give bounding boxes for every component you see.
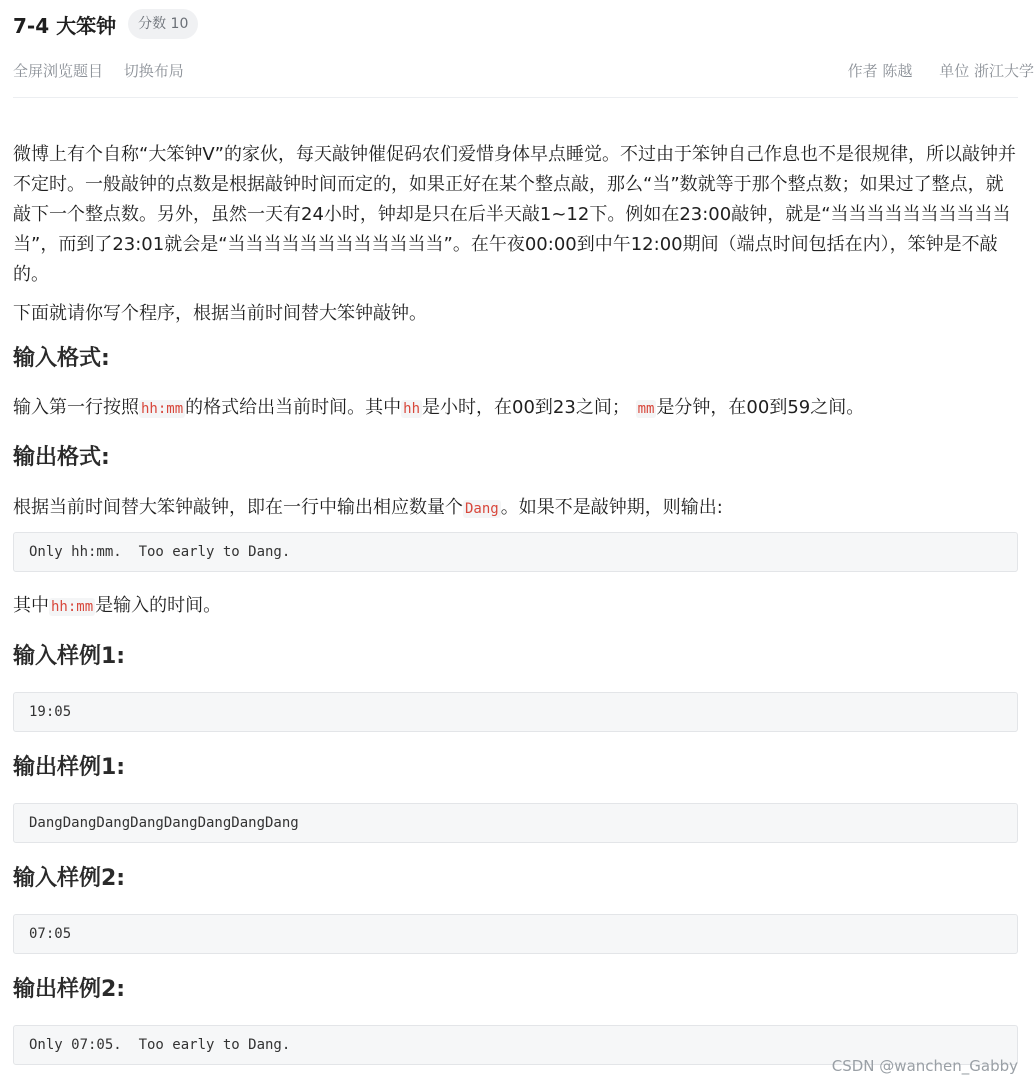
title-row — [13, 6, 198, 42]
sample-output-2-code: Only 07:05. Too early to Dang. — [13, 1025, 1018, 1065]
problem-description: 微博上有个自称“大笨钟V”的家伙，每天敲钟催促码农们爱惜身体早点睡觉。不过由于笨钟自己作息也不是很规律，所以敲钟并不定时。一般敲钟的点数是根据敲钟时间而定的，如果正好在某个整点敲，那么“当”数就等于那个整点数；如果过了整点，就敲下一个整点数。另外，虽然一天有24小时，钟却是只在后半天敲1~12下。例如在23:00敲钟，就是“当当当当当当当当当当当”，而到了23:01就会是“当当当当当当当当当当当当”。在午夜00:00到中午12:00期间（端点时间包括在内），笨钟是不敲的。 — [13, 144, 1016, 285]
csdn-watermark: CSDN @wanchen_Gabby — [831, 1057, 1018, 1075]
problem-title: 7-4 大笨钟 — [13, 13, 117, 38]
sample-input-2-code: 07:05 — [13, 914, 1018, 954]
sample-output-1-code: DangDangDangDangDangDangDangDang — [13, 803, 1018, 843]
sample-input-1-heading: 输入样例1: — [13, 644, 126, 669]
code-block: Only hh:mm. Too early to Dang. — [13, 532, 1018, 572]
sample-output-1-heading: 输出样例1: — [13, 755, 126, 780]
output-format-heading: 输出格式: — [13, 445, 110, 470]
inline-code: hh:mm — [141, 401, 184, 417]
inline-code: Dang — [465, 501, 499, 517]
score-badge: 分数 10 — [128, 9, 198, 39]
text-span: 是小时，在00到23之间； — [422, 397, 630, 418]
author-label: 作者 陈越 — [847, 62, 913, 80]
input-format-heading: 输入格式: — [13, 346, 110, 371]
unit-label: 单位 浙江大学 — [939, 62, 1034, 80]
inline-code: mm — [637, 401, 655, 417]
sample-input-2-heading: 输入样例2: — [13, 866, 126, 891]
header-divider — [13, 97, 1018, 98]
output-format-text — [13, 493, 1018, 524]
text-span: 的格式给出当前时间。其中 — [185, 397, 402, 418]
text-span: 其中 — [13, 595, 49, 616]
input-format-text — [13, 393, 1018, 424]
meta-row — [13, 60, 1034, 84]
text-span: 是输入的时间。 — [95, 595, 222, 616]
problem-ask: 下面就请你写个程序，根据当前时间替大笨钟敲钟。 — [13, 303, 427, 324]
text-span: 。如果不是敲钟期，则输出: — [500, 497, 723, 518]
sample-input-1-code: 19:05 — [13, 692, 1018, 732]
view-options — [13, 60, 200, 81]
inline-code: hh:mm — [51, 599, 94, 615]
text-span: 是分钟，在00到59之间。 — [656, 397, 865, 418]
inline-code: hh — [403, 401, 421, 417]
problem-meta — [826, 60, 1034, 81]
sample-output-2-heading: 输出样例2: — [13, 977, 126, 1002]
switch-layout-link[interactable]: 切换布局 — [123, 62, 184, 80]
fullscreen-link[interactable]: 全屏浏览题目 — [13, 62, 104, 80]
problem-content — [13, 140, 1018, 1065]
text-span: 输入第一行按照 — [13, 397, 139, 418]
text-span: 根据当前时间替大笨钟敲钟，即在一行中输出相应数量个 — [13, 497, 463, 518]
output-note-text — [13, 591, 1018, 622]
